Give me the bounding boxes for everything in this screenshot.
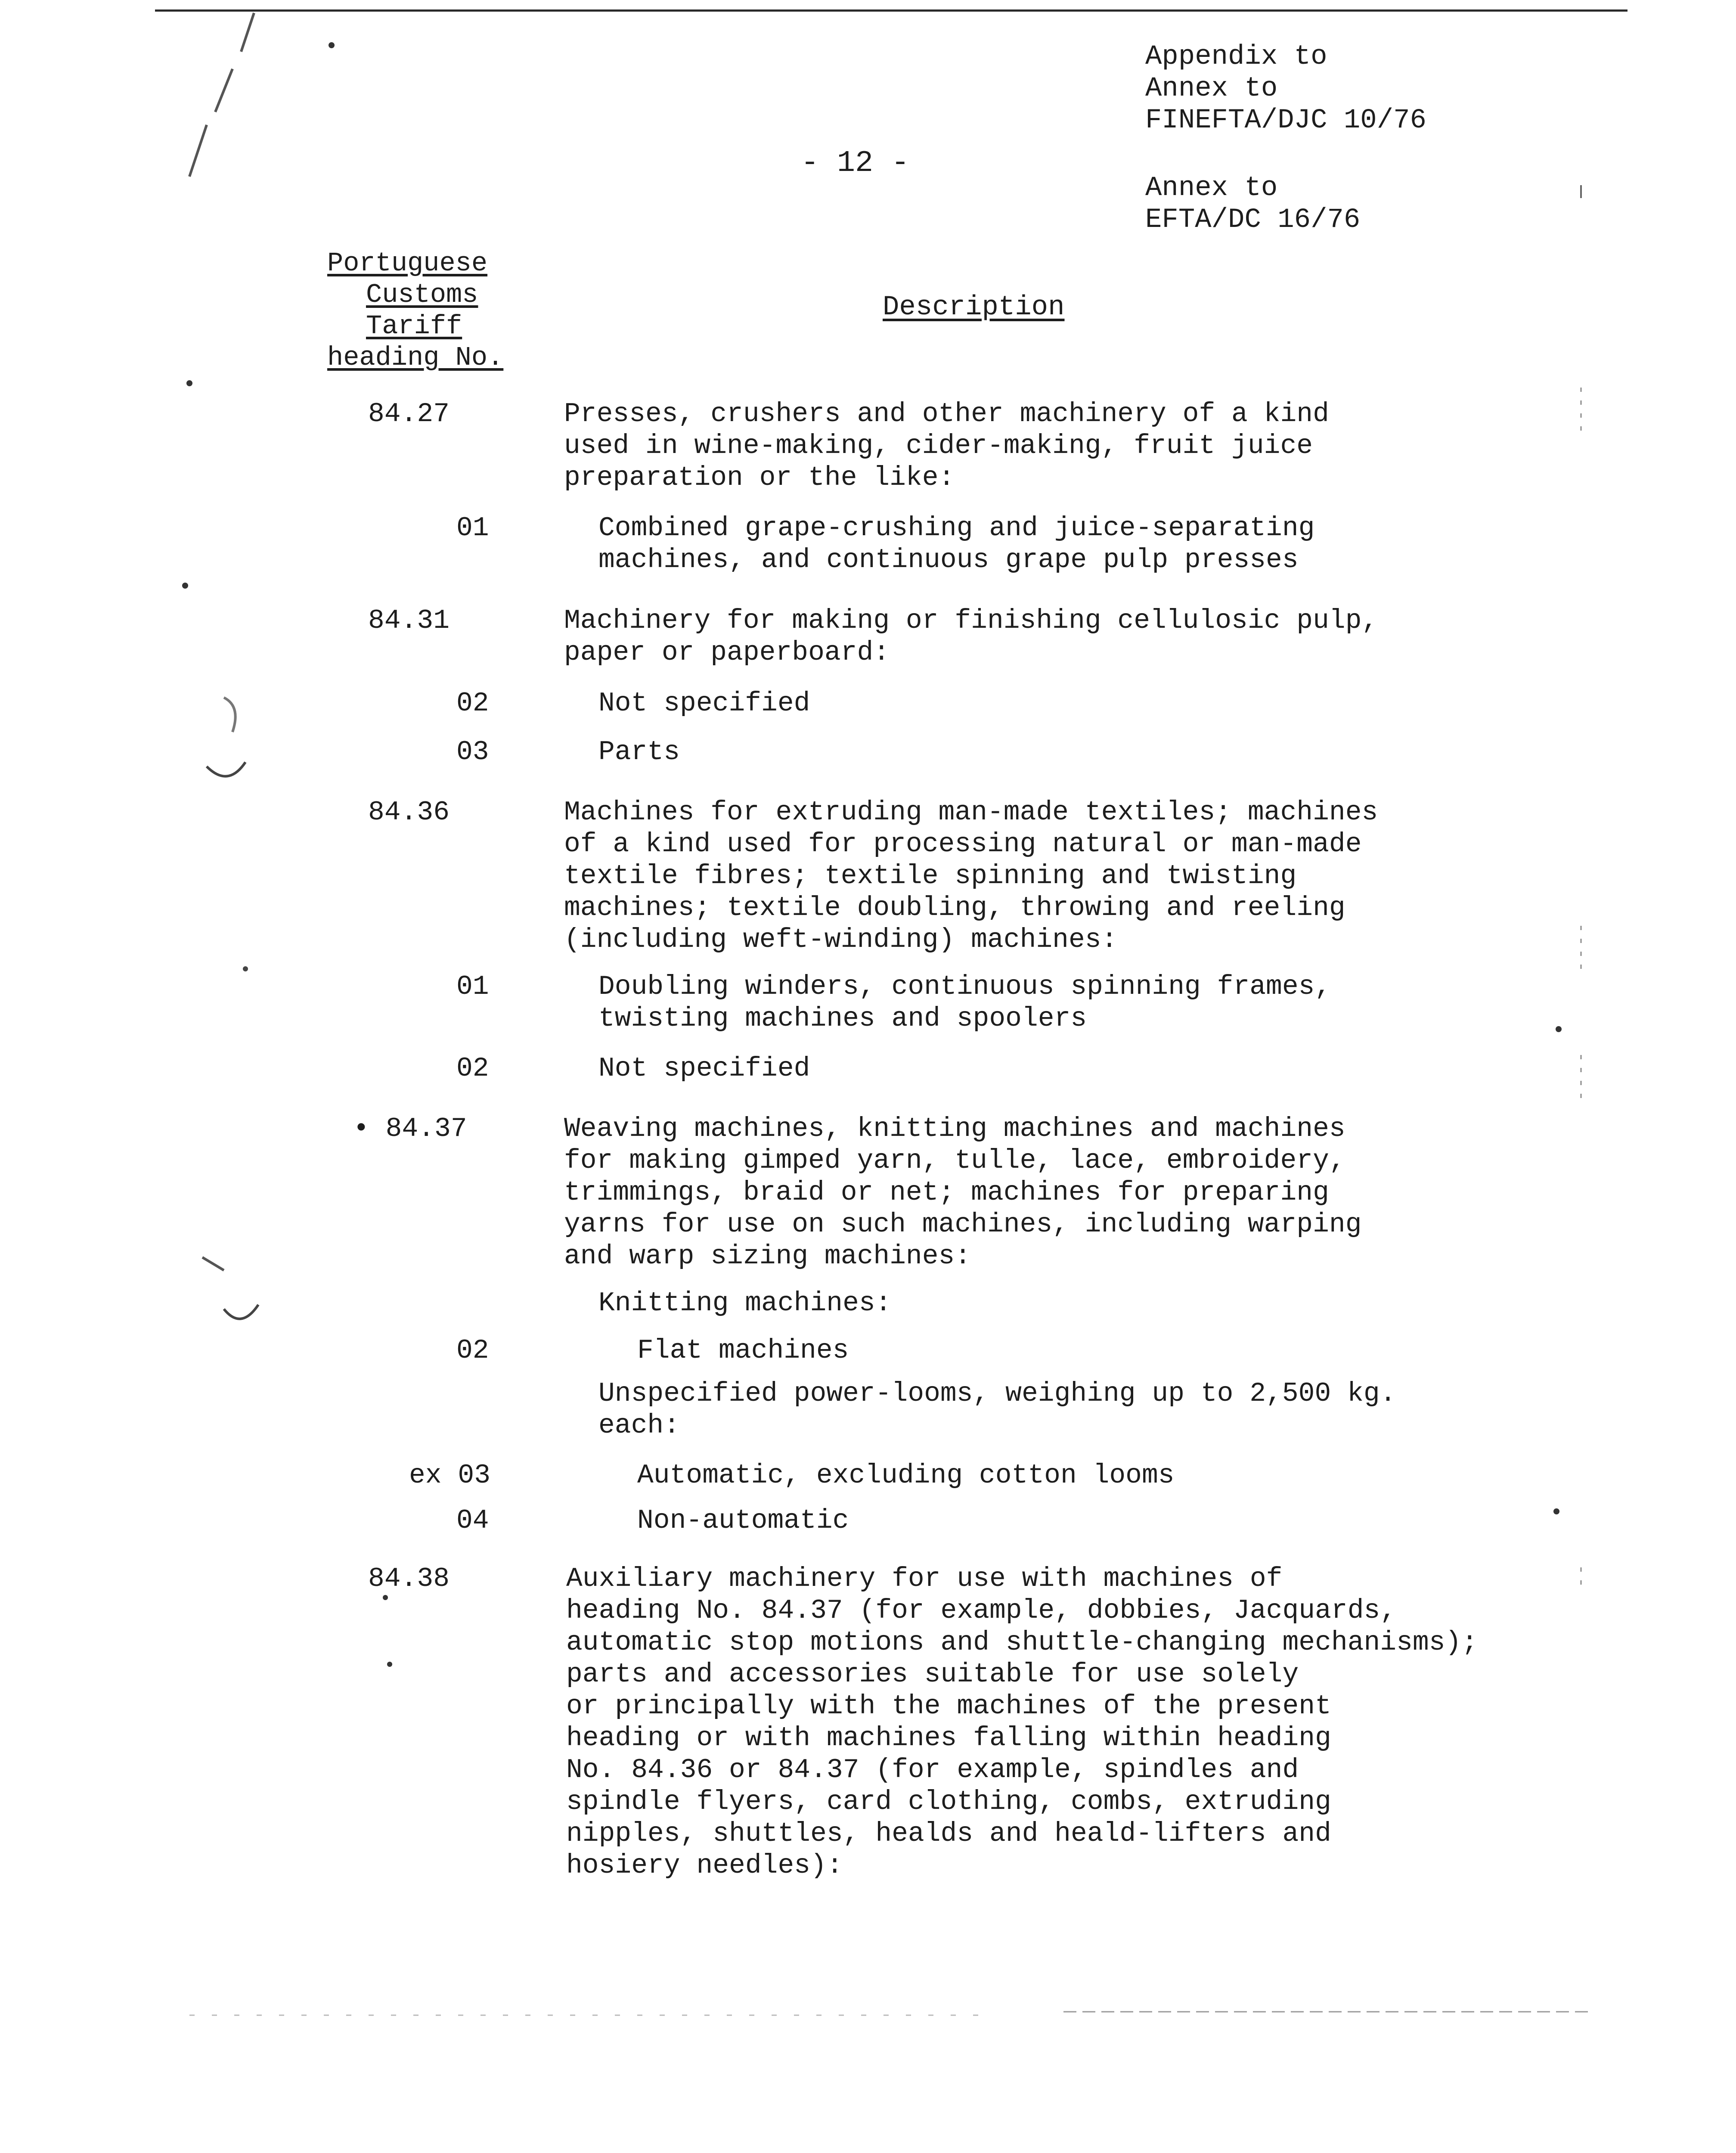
entry-description: Presses, crushers and other machinery of a kind used in wine-making, cider-making, fruit juice preparation or the like: <box>564 399 1329 493</box>
entry-description: Non-automatic <box>637 1505 849 1536</box>
tariff-subcode: 03 <box>456 737 489 767</box>
tariff-code: 84.27 <box>368 399 450 429</box>
appendix-line: Annex to <box>1145 73 1278 104</box>
speck <box>186 380 192 386</box>
tariff-subcode: ex 03 <box>409 1460 491 1491</box>
appendix-reference <box>1145 41 1426 137</box>
speck <box>1553 1508 1559 1514</box>
tariff-column-heading <box>327 248 503 373</box>
annex-line: EFTA/DC 16/76 <box>1145 205 1361 236</box>
speck <box>1556 1026 1562 1032</box>
margin-mark <box>202 1257 224 1270</box>
margin-mark <box>224 698 236 732</box>
entry-description: Knitting machines: <box>598 1288 892 1318</box>
speck <box>387 1662 392 1667</box>
tariff-subcode: 01 <box>456 971 489 1002</box>
margin-mark <box>207 762 245 776</box>
entry-description: Weaving machines, knitting machines and machines for making gimped yarn, tulle, lace, embroidery, trimmings, braid or net; machines for preparing yarns for use on such machines, including warping and warp sizing machines: <box>564 1114 1362 1272</box>
tariff-subcode: 02 <box>456 1053 489 1084</box>
speck <box>383 1595 388 1600</box>
tariff-subcode: 02 <box>456 688 489 719</box>
heading-line: Customs <box>366 279 478 310</box>
tariff-code: • 84.37 <box>353 1114 467 1144</box>
entry-description: Parts <box>598 737 680 767</box>
annex-reference <box>1145 172 1360 236</box>
appendix-line: FINEFTA/DJC 10/76 <box>1145 105 1426 136</box>
page-number: - 12 - <box>801 146 910 180</box>
heading-line: Portuguese <box>327 248 488 279</box>
tariff-code: 84.36 <box>368 797 450 828</box>
entry-description: Flat machines <box>637 1335 849 1366</box>
tariff-code-value: 84.37 <box>385 1114 467 1144</box>
margin-mark <box>224 1305 258 1319</box>
margin-stroke <box>189 13 254 177</box>
entry-description: Doubling winders, continuous spinning frames, twisting machines and spoolers <box>598 971 1331 1034</box>
tariff-subcode: 02 <box>456 1335 489 1366</box>
entry-description: Auxiliary machinery for use with machines of heading No. 84.37 (for example, dobbies, Jacquards, automatic stop motions and shuttle-changing mechanisms); parts and accessories suitable for use solely or principally with the machines of the present heading or with machines falling within heading No. 84.36 or 84.37 (for example, spindles and spindle flyers, card clothing, combs, extruding nipples, shuttles, healds and heald-lifters and hosiery needles): <box>566 1564 1478 1881</box>
speck <box>243 966 248 971</box>
entry-description: Machinery for making or finishing cellulosic pulp, paper or paperboard: <box>564 605 1378 668</box>
entry-description: Automatic, excluding cotton looms <box>637 1460 1175 1491</box>
speck <box>329 42 335 48</box>
tariff-subcode: 04 <box>456 1505 489 1536</box>
tariff-code: 84.31 <box>368 605 450 636</box>
entry-description: Combined grape-crushing and juice-separating machines, and continuous grape pulp presses <box>598 513 1315 575</box>
appendix-line: Appendix to <box>1145 41 1327 72</box>
tariff-subcode: 01 <box>456 513 489 543</box>
tariff-code: 84.38 <box>368 1564 450 1594</box>
entry-description: Unspecified power-looms, weighing up to 2,500 kg. each: <box>598 1378 1396 1441</box>
speck <box>182 583 188 589</box>
description-column-heading: Description <box>883 292 1065 323</box>
entry-description: Not specified <box>598 688 810 719</box>
heading-line: Tariff <box>366 311 462 341</box>
annex-line: Annex to <box>1145 173 1278 204</box>
heading-line: heading No. <box>327 342 504 373</box>
top-rule <box>155 9 1628 12</box>
entry-description: Not specified <box>598 1053 810 1084</box>
entry-description: Machines for extruding man-made textiles; machines of a kind used for processing natural or man-made textile fibres; textile spinning and twisting machines; textile doubling, throwing and reeling (including weft-winding) machines: <box>564 797 1378 955</box>
